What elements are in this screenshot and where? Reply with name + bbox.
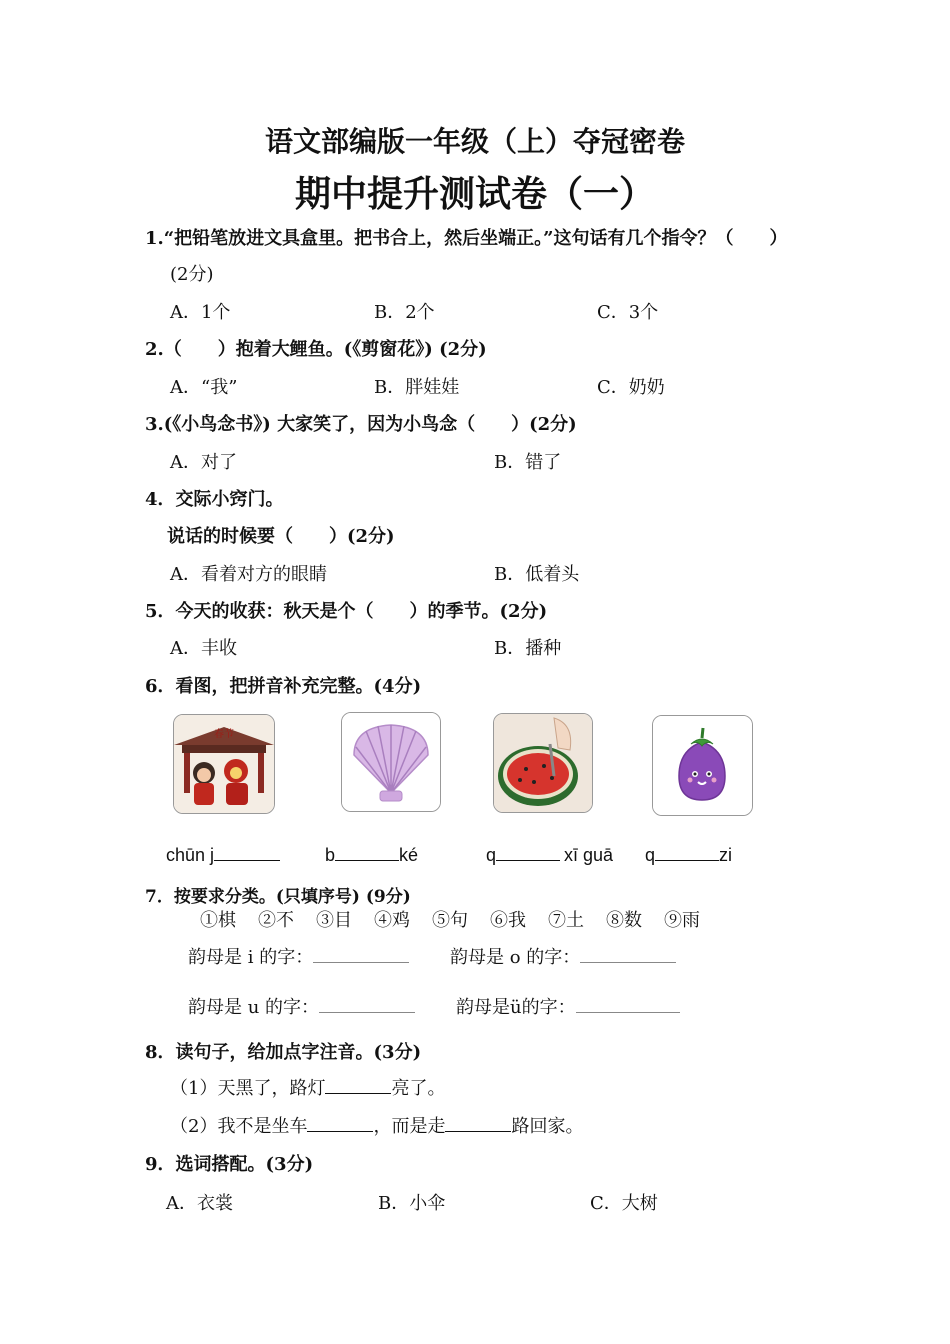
svg-text:春节: 春节	[214, 729, 234, 740]
exam-title: 语文部编版一年级（上）夺冠密卷	[264, 125, 685, 158]
sentence-2-start: （2）我不是坐车	[170, 1116, 308, 1137]
sentence-1-end: 亮了。	[391, 1078, 446, 1099]
question-2-option-a: A．“我”	[170, 377, 238, 398]
question-3-option-b: B．错了	[494, 452, 562, 473]
char-4: ④鸡	[374, 910, 410, 931]
classify-u-row	[188, 993, 415, 1019]
question-1-option-a: A．1个	[170, 302, 231, 323]
sentence-2-blank-2[interactable]	[445, 1113, 511, 1132]
shell-picture	[341, 712, 441, 812]
classify-v-row	[456, 993, 680, 1019]
question-8-sentence-2	[170, 1112, 583, 1138]
pinyin-3-blank[interactable]	[496, 842, 560, 861]
question-9-text: 9．选词搭配。(3分)	[145, 1154, 314, 1175]
question-4-option-b: B．低着头	[494, 564, 580, 585]
question-7-text: 7．按要求分类。(只填序号) (9分)	[145, 887, 411, 907]
exam-subtitle: 期中提升测试卷（一）	[294, 173, 655, 215]
question-4-subtext: 说话的时候要（ ）(2分)	[167, 526, 395, 547]
question-9-option-a: A．衣裳	[166, 1193, 233, 1214]
classify-v-label: 韵母是ü的字：	[456, 997, 576, 1018]
sentence-2-end: 路回家。	[511, 1116, 584, 1137]
char-1: ①棋	[200, 910, 236, 931]
question-1-option-b: B．2个	[374, 302, 435, 323]
pinyin-item-2	[325, 842, 418, 866]
question-5-text: 5．今天的收获：秋天是个（ ）的季节。(2分)	[145, 601, 548, 622]
classify-i-label: 韵母是 i 的字：	[188, 947, 314, 968]
classify-i-row	[188, 943, 409, 969]
question-4-option-a: A．看着对方的眼睛	[170, 564, 327, 585]
question-9-option-b: B．小伞	[378, 1193, 446, 1214]
char-3: ③目	[316, 910, 352, 931]
question-2-option-c: C．奶奶	[597, 377, 665, 398]
sentence-2-middle: ，而是走	[373, 1116, 446, 1137]
question-8-text: 8．读句子，给加点字注音。(3分)	[145, 1042, 422, 1063]
pinyin-3-prefix: q	[486, 845, 497, 865]
question-5-option-a: A．丰收	[170, 638, 237, 659]
question-2-text: 2.（ ）抱着大鲤鱼。(《剪窗花》) (2分)	[145, 339, 487, 360]
question-6-text: 6．看图，把拼音补充完整。(4分)	[145, 676, 422, 697]
question-8-sentence-1	[170, 1074, 445, 1100]
question-2-option-b: B．胖娃娃	[374, 377, 460, 398]
pinyin-2-prefix: b	[325, 845, 336, 865]
char-6: ⑥我	[490, 910, 526, 931]
question-5-option-b: B．播种	[494, 638, 562, 659]
classify-u-blank[interactable]	[319, 994, 415, 1013]
char-5: ⑤句	[432, 910, 468, 931]
char-8: ⑧数	[606, 910, 642, 931]
pinyin-1-blank[interactable]	[214, 842, 280, 861]
sentence-1-blank[interactable]	[325, 1075, 391, 1094]
char-7: ⑦土	[548, 910, 584, 931]
question-3-option-a: A．对了	[170, 452, 237, 473]
question-3-text: 3.(《小鸟念书》) 大家笑了，因为小鸟念（ ）(2分)	[145, 414, 577, 435]
pinyin-1-prefix: chūn j	[166, 845, 215, 865]
classify-v-blank[interactable]	[576, 994, 680, 1013]
eggplant-picture	[652, 715, 753, 816]
sentence-2-blank-1[interactable]	[307, 1113, 373, 1132]
classify-o-label: 韵母是 o 的字：	[450, 947, 581, 968]
char-9: ⑨雨	[664, 910, 700, 931]
question-7-character-list	[200, 906, 700, 932]
pinyin-2-suffix: ké	[399, 845, 419, 865]
pinyin-item-1	[166, 842, 280, 866]
question-1-option-c: C．3个	[597, 302, 659, 323]
classify-i-blank[interactable]	[313, 944, 409, 963]
pinyin-4-prefix: q	[645, 845, 656, 865]
pinyin-4-blank[interactable]	[655, 842, 719, 861]
question-9-option-c: C．大树	[590, 1193, 658, 1214]
pinyin-3-suffix: xī guā	[564, 845, 614, 865]
sentence-1-start: （1）天黑了，路灯	[170, 1078, 326, 1099]
char-2: ②不	[258, 910, 294, 931]
classify-u-label: 韵母是 u 的字：	[188, 997, 320, 1018]
pinyin-item-4	[645, 842, 732, 866]
classify-o-row	[450, 943, 676, 969]
question-4-text: 4．交际小窍门。	[145, 489, 284, 510]
spring-festival-picture	[173, 714, 275, 814]
watermelon-picture	[493, 713, 593, 813]
question-1-score: (2分)	[170, 264, 214, 285]
pinyin-4-suffix: zi	[719, 845, 733, 865]
pinyin-2-blank[interactable]	[335, 842, 399, 861]
pinyin-item-3	[486, 842, 613, 866]
classify-o-blank[interactable]	[580, 944, 676, 963]
question-1-text: 1.“把铅笔放进文具盒里。把书合上，然后坐端正。”这句话有几个指令？（ ）	[145, 228, 788, 249]
